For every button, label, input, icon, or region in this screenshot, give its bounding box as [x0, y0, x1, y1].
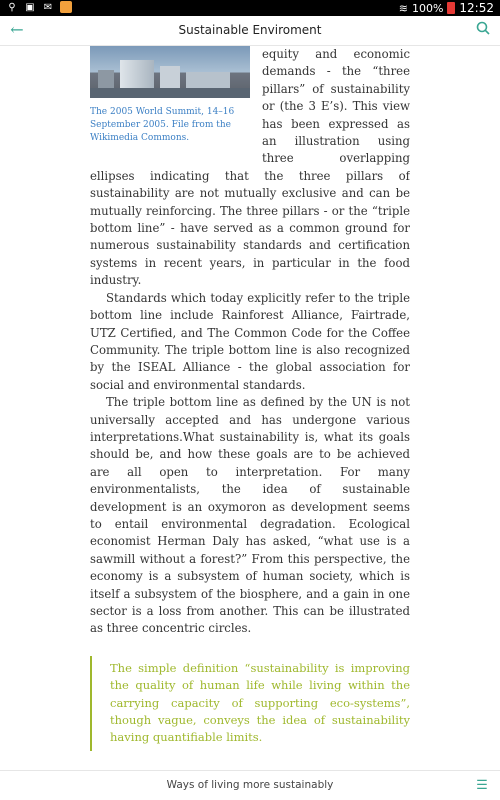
- paragraph: equity and economic demands - the “three pillars” of sustainability or (the 3 E’s). This view has been expressed as an illustration using three overlapping ellipses indicating that the three pillars of sustainability are not mutually exclusive and can be mutually reinforcing. The three pillars - or the “triple bottom line” - have served as a common ground for numerous sustainability standards and certification systems in recent years, in particular in the food industry.: [90, 47, 410, 288]
- page-title: Sustainable Enviroment: [178, 23, 322, 37]
- gmail-icon: ✉: [43, 1, 53, 13]
- pull-quote: The simple definition “sustainability is improving the quality of human life while living within the carrying capacity of supporting eco-systems”, though vague, conveys the idea of sustainability having quantifiable limits.: [90, 656, 410, 751]
- wifi-icon: ≋: [398, 1, 408, 15]
- chapter-title[interactable]: Ways of living more sustainably: [166, 779, 334, 791]
- table-of-contents-button[interactable]: [474, 778, 490, 794]
- usb-icon: ⚲: [8, 1, 16, 13]
- figure-caption: The 2005 World Summit, 14–16 September 2005. File from the Wikimedia Commons.: [90, 107, 235, 143]
- status-bar: [0, 0, 500, 16]
- list-icon: ☰: [476, 778, 488, 793]
- app-bar: [0, 16, 500, 46]
- search-icon: [476, 21, 490, 35]
- paragraph: Standards which today explicitly refer to the triple bottom line include Rainforest Alliance, Fairtrade, UTZ Certified, and The Common Code for the Coffee Community. The triple bottom line is also recognized by the ISEAL Alliance - the global association for social and environmental standards.: [90, 290, 410, 392]
- arrow-left-icon: ←: [10, 20, 24, 39]
- reader-content[interactable]: [90, 46, 410, 764]
- clock: 12:52: [459, 1, 494, 15]
- world-summit-photo[interactable]: [90, 46, 250, 98]
- system-indicators: [399, 1, 494, 15]
- battery-percent: 100%: [411, 1, 444, 15]
- notification-icons: [6, 1, 72, 13]
- bottom-bar: [0, 770, 500, 800]
- figure: [90, 46, 252, 145]
- image-icon: ▣: [25, 1, 35, 13]
- book-app-icon: [60, 1, 72, 13]
- battery-icon: [447, 2, 455, 14]
- paragraph: The triple bottom line as defined by the UN is not universally accepted and has undergone various interpretations.What sustainability is, what its goals should be, and how these goals are to be achieved are all open to interpretation. For many environmentalists, the idea of sustainable development is an oxymoron as development seems to entail environmental degradation. Ecological economist Herman Daly has asked, “what use is a sawmill without a forest?” From this perspective, the economy is a subsystem of human society, which is itself a subsystem of the biosphere, and a gain in one sector is a loss from another. This can be illustrated as three concentric circles.: [90, 395, 410, 636]
- search-button[interactable]: [474, 21, 492, 39]
